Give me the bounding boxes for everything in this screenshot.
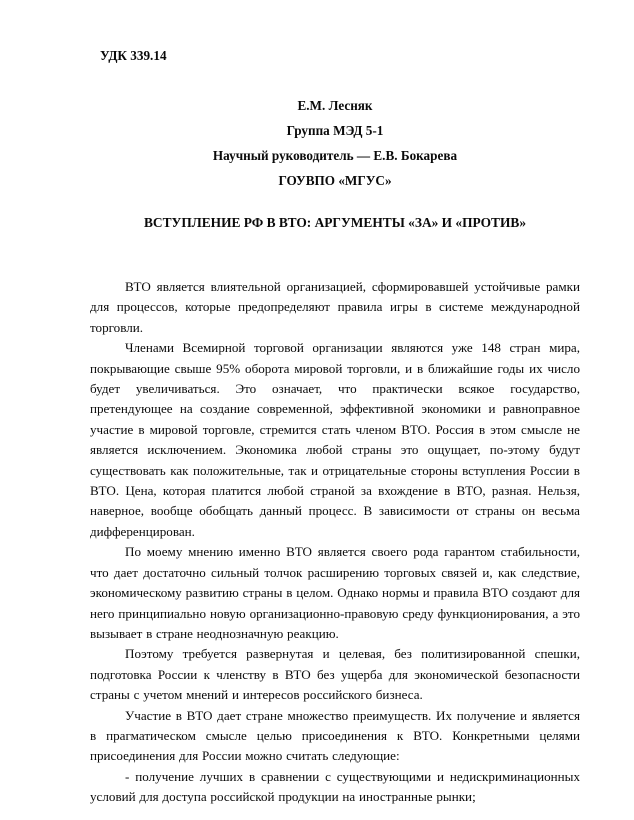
paragraph-list-item: - получение лучших в сравнении с существующими и недискриминационных условий для доступа российской продукции на иностранные рынки; (90, 768, 580, 805)
article-title: ВСТУПЛЕНИЕ РФ В ВТО: АРГУМЕНТЫ «ЗА» И «ПРОТИВ» (143, 215, 527, 230)
paragraph-opinion: По моему мнению именно ВТО является своего рода гарантом стабильности, что дает достаточно сильный толчок расширению торговых связей и, как следствие, экономическому развитию страны в целом. Однако нормы и правила ВТО создают для него принципиально новую организационно-правовую среду функционирования, а это вызывает в стране неоднозначную реакцию. (90, 544, 580, 641)
paragraph-intro: ВТО является влиятельной организацией, сформировавшей устойчивые рамки для процессов, которые предопределяют правила игры в системе международной торговли. (90, 279, 580, 335)
author-line: Е.М. Лесняк (297, 98, 373, 113)
article-body (90, 277, 580, 808)
paragraph-members: Членами Всемирной торговой организации являются уже 148 стран мира, покрывающие свыше 95% оборота мировой торговли, и в ближайшие годы их число будет увеличиваться. Это означает, что практически всякое государство, претендующее на создание современной, эффективной экономики и равноправное участие в мировой торговле, стремится стать членом ВТО. Россия в этом смысле не является исключением. Экономика любой страны это ощущает, по-этому будут существовать как положительные, так и отрицательные стороны вступления России в ВТО. Цена, которая платится любой страной за вхождение в ВТО, разная. Нельзя, наверное, вообще обобщать данный процесс. В зависимости от страны он весьма дифференцирован. (90, 340, 580, 539)
author-block (90, 93, 580, 193)
institution-line: ГОУВПО «МГУС» (278, 173, 392, 188)
group-line: Группа МЭД 5-1 (286, 123, 384, 138)
supervisor-line: Научный руководитель — Е.В. Бокарева (212, 148, 458, 163)
udk-code: УДК 339.14 (100, 48, 167, 63)
paragraph-preparation: Поэтому требуется развернутая и целевая, без политизированной спешки, подготовка России к членству в ВТО без ущерба для экономической безопасности страны с учетом мнений и интересов российского бизнеса. (90, 646, 580, 703)
paragraph-advantages: Участие в ВТО дает стране множество преимуществ. Их получение и является в прагматическом смысле целью присоединения к ВТО. Конкретными целями присоединения для России можно считать следующие: (90, 707, 580, 764)
